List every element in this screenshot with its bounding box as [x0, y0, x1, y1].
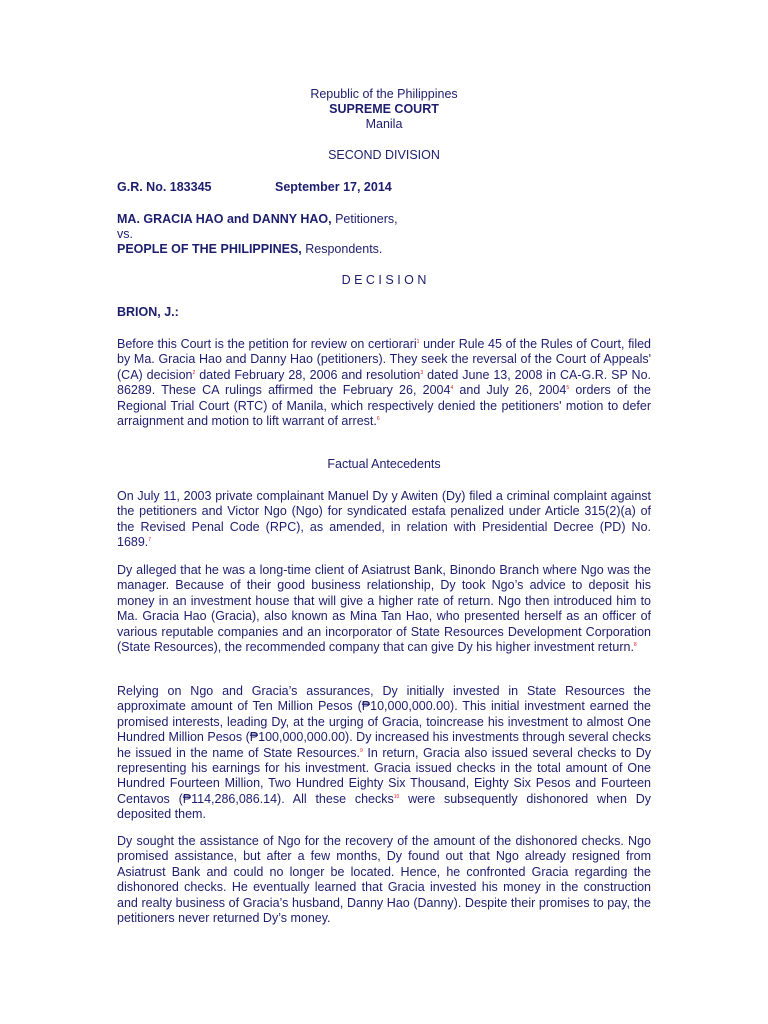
paragraph-3: Dy alleged that he was a long-time client of Asiatrust Bank, Binondo Branch where Ngo was the manager. Because of their good business relationship, Dy took Ngo’s advice to deposit his money in an investment house that will give a higher rate of return. Ngo then introduced him to Ma. Gracia Hao (Gracia), also known as Mina Tan Hao, who presented herself as an officer of various reputable companies and an incorporator of State Resources Development Corporation (State Resources), the recommended company that can give Dy his higher investment return.$^8$ — [117, 563, 651, 655]
footnote-ref-5[interactable]: 5 — [566, 385, 570, 392]
footnote-ref-7[interactable]: 7 — [148, 537, 152, 544]
section-heading: Factual Antecedents — [327, 457, 441, 471]
footnote-ref-4[interactable]: 4 — [450, 385, 454, 392]
footnote-ref-2[interactable]: 2 — [192, 369, 196, 376]
respondents-names: PEOPLE OF THE PHILIPPINES, — [117, 242, 302, 256]
footnote-ref-6[interactable]: 6 — [376, 415, 380, 422]
respondents-label: Respondents. — [305, 242, 383, 256]
footnote-ref-8[interactable]: 8 — [633, 641, 637, 648]
paragraph-4: Relying on Ngo and Gracia’s assurances, Dy initially invested in State Resources the approximate amount of Ten Million Pesos (₱10,000,000.00). This initial investment earned the promised interests, leading Dy, at the urging of Gracia, toincrease his investment to almost One Hundred Million Pesos (₱100,000,000.00). Dy increased his investments through several checks he issued in the name of State Resources.$^9$ In return, Gracia also issued several checks to Dy representing his earnings for his investment. Gracia issued checks in the total amount of One Hundred Fourteen Million, Two Hundred Eighty Six Thousand, Eighty Six Pesos and Fourteen Centavos (₱114,286,086.14). All these checks$^{10}$ were subsequently dishonored when Dy deposited them. — [117, 684, 651, 822]
footnote-ref-1[interactable]: 1 — [416, 338, 420, 345]
footnote-ref-10[interactable]: 10 — [393, 793, 400, 800]
ponente: BRION, J.: — [117, 305, 179, 319]
republic-line: Republic of the Philippines — [310, 87, 458, 101]
case-number: G.R. No. 183345 — [117, 180, 212, 194]
case-date: September 17, 2014 — [275, 180, 392, 194]
versus-line: vs. — [117, 227, 133, 241]
paragraph-1: Before this Court is the petition for review on certiorari$^1$ under Rule 45 of the Rules of Court, filed by Ma. Gracia Hao and Danny Hao (petitioners). They seek the reversal of the Court of Appeals' (CA) decision$^2$ dated February 28, 2006 and resolution$^3$ dated June 13, 2008 in CA-G.R. SP No. 86289. These CA rulings affirmed the February 26, 2004$^4$ and July 26, 2004$^5$ orders of the Regional Trial Court (RTC) of Manila, which respectively denied the petitioners' motion to defer arraignment and motion to lift warrant of arrest.$^6$ — [117, 337, 652, 429]
petitioners-names: MA. GRACIA HAO and DANNY HAO, — [117, 212, 332, 226]
footnote-ref-3[interactable]: 3 — [420, 369, 424, 376]
petitioners-line — [117, 212, 398, 227]
paragraph-2: On July 11, 2003 private complainant Manuel Dy y Awiten (Dy) filed a criminal complaint against the petitioners and Victor Ngo (Ngo) for syndicated estafa penalized under Article 315(2)(a) of the Revised Penal Code (RPC), as amended, in relation with Presidential Decree (PD) No. 1689.$^7$ — [117, 489, 651, 550]
court-city: Manila — [365, 117, 403, 131]
decision-heading: D E C I S I O N — [341, 273, 427, 287]
respondents-line — [117, 242, 382, 257]
division-line: SECOND DIVISION — [328, 148, 440, 162]
paragraph-5: Dy sought the assistance of Ngo for the recovery of the amount of the dishonored checks. Ngo promised assistance, but after a few months, Dy found out that Ngo already resigned from Asiatrust Bank and could no longer be located. Hence, he confronted Gracia regarding the dishonored checks. He eventually learned that Gracia invested his money in the construction and realty business of Gracia’s husband, Danny Hao (Danny). Despite their promises to pay, the petitioners never returned Dy’s money. — [117, 834, 651, 926]
court-name: SUPREME COURT — [329, 102, 439, 116]
footnote-ref-9[interactable]: 9 — [360, 747, 363, 754]
petitioners-label: Petitioners, — [335, 212, 398, 226]
